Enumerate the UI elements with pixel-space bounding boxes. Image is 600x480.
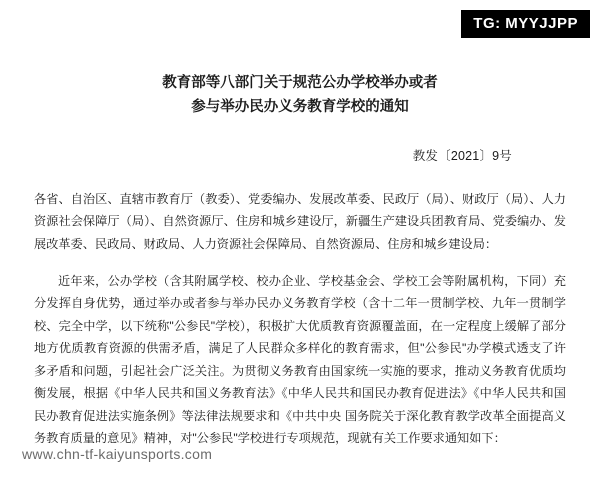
document-number: 教发〔2021〕9号 bbox=[412, 148, 512, 163]
document-paragraph-1: 近年来，公办学校（含其附属学校、校办企业、学校基金会、学校工会等附属机构，下同）充分发挥自身优势，通过举办或者参与举办民办义务教育学校（含十二年一贯制学校、九年一贯制学校、完全中学，以下统称"公参民"学校），积极扩大优质教育资源覆盖面，在一定程度上缓解了部分地方优质教育资源的供需矛盾，满足了人民群众多样化的教育需求，但"公参民"办学模式透支了许多矛盾和问题，引起社会广泛关注。为贯彻义务教育由国家统一实施的要求，推动义务教育优质均衡发展，根据《中华人民共和国义务教育法》《中华人民共和国民办教育促进法》《中华人民共和国民办教育促进法实施条例》等法律法规要求和《中共中央 国务院关于深化教育教学改革全面提高义务教育质量的意见》精神，对"公参民"学校进行专项规范，现就有关工作要求通知如下： bbox=[34, 273, 566, 446]
watermark-url: www.chn-tf-kaiyunsports.com bbox=[22, 446, 213, 462]
document-recipients: 各省、自治区、直辖市教育厅（教委）、党委编办、发展改革委、民政厅（局）、财政厅（局）、人力资源社会保障厅（局）、自然资源厅、住房和城乡建设厅，新疆生产建设兵团教育局、党委编办、发展改革委、民政局、财政局、人力资源社会保障局、自然资源局、住房和城乡建设局： bbox=[34, 191, 566, 251]
page-title bbox=[0, 0, 600, 120]
tg-badge: TG: MYYJJPP bbox=[461, 10, 590, 38]
page-title-line-1: 教育部等八部门关于规范公办学校举办或者 bbox=[162, 75, 438, 91]
page-title-line-2: 参与举办民办义务教育学校的通知 bbox=[191, 98, 409, 115]
